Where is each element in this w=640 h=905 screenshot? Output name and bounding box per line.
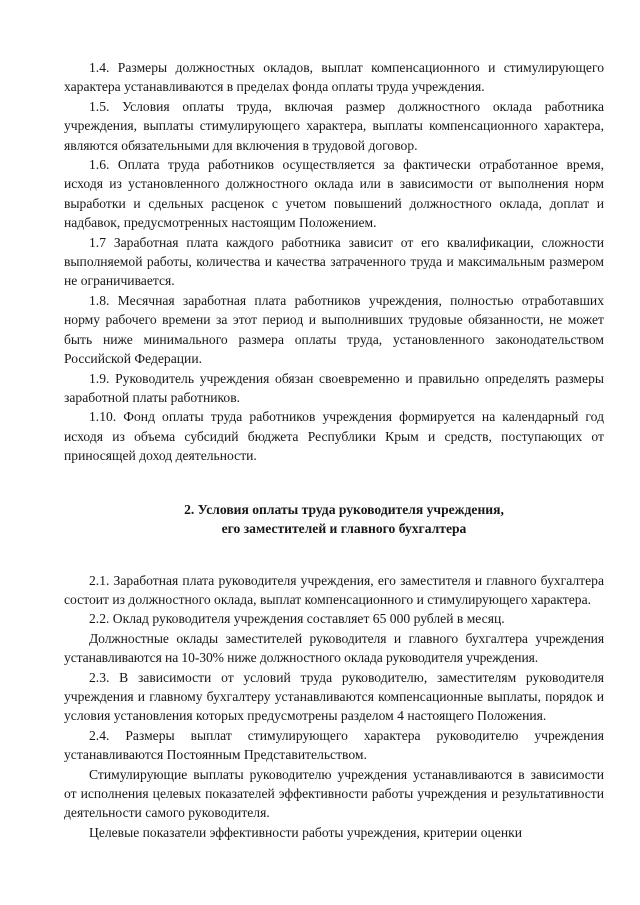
paragraph-stimulating-payments: Стимулирующие выплаты руководителю учреждения устанавливаются в зависимости от исполнения целевых показателей эффективности работы учреждения и результативности деятельности самого руководителя. — [64, 766, 604, 821]
paragraph-1-7: 1.7 Заработная плата каждого работника зависит от его квалификации, сложности выполняемой работы, количества и качества затраченного труда и максимальным размером не ограничивается. — [64, 234, 604, 289]
paragraph-2-1: 2.1. Заработная плата руководителя учреждения, его заместителя и главного бухгалтера состоит из должностного оклада, выплат компенсационного и стимулирующего характера. — [64, 572, 604, 607]
section-2-heading — [64, 500, 604, 538]
paragraph-2-3: 2.3. В зависимости от условий труда руководителю, заместителям руководителя учреждения и главному бухгалтеру устанавливаются компенсационные выплаты, порядок и условия установления которых предусмотрены разделом 4 настоящего Положения. — [64, 669, 604, 724]
paragraph-2-2: 2.2. Оклад руководителя учреждения составляет 65 000 рублей в месяц. — [89, 611, 505, 627]
paragraph-1-4: 1.4. Размеры должностных окладов, выплат компенсационного и стимулирующего характера устанавливаются в пределах фонда оплаты труда учреждения. — [64, 60, 604, 95]
paragraph-2-4: 2.4. Размеры выплат стимулирующего характера руководителю учреждения устанавливаются Постоянным Представительством. — [64, 727, 604, 763]
paragraph-1-9: 1.9. Руководитель учреждения обязан своевременно и правильно определять размеры заработной платы работников. — [64, 370, 604, 405]
paragraph-deputy-salaries: Должностные оклады заместителей руководителя и главного бухгалтера учреждения устанавливаются на 10-30% ниже должностного оклада руководителя учреждения. — [64, 630, 604, 666]
document-page — [64, 58, 604, 842]
paragraph-1-6: 1.6. Оплата труда работников осуществляется за фактически отработанное время, исходя из установленного должностного оклада или в зависимости от выполнения норм выработки и сдельных расценок с учетом повышений должностного оклада, доплат и надбавок, предусмотренных настоящим Положением. — [64, 157, 604, 231]
paragraph-target-indicators: Целевые показатели эффективности работы учреждения, критерии оценки — [89, 824, 522, 840]
paragraph-1-8: 1.8. Месячная заработная плата работников учреждения, полностью отработавших норму рабочего времени за этот период и выполнивших трудовые обязанности, не может быть ниже минимального размера оплаты труда, установленного законодательством Российской Федерации. — [64, 292, 604, 367]
section-2-heading-line-2: его заместителей и главного бухгалтера — [221, 520, 467, 536]
paragraph-1-10: 1.10. Фонд оплаты труда работников учреждения формируется на календарный год исходя из объема субсидий бюджета Республики Крым и средств, поступающих от приносящей доход деятельности. — [64, 409, 604, 464]
paragraph-1-5: 1.5. Условия оплаты труда, включая размер должностного оклада работника учреждения, выплаты стимулирующего характера, выплаты компенсационного характера, являются обязательными для включения в трудовой договор. — [64, 98, 604, 153]
section-2-heading-line-1: 2. Условия оплаты труда руководителя учреждения, — [184, 501, 504, 517]
